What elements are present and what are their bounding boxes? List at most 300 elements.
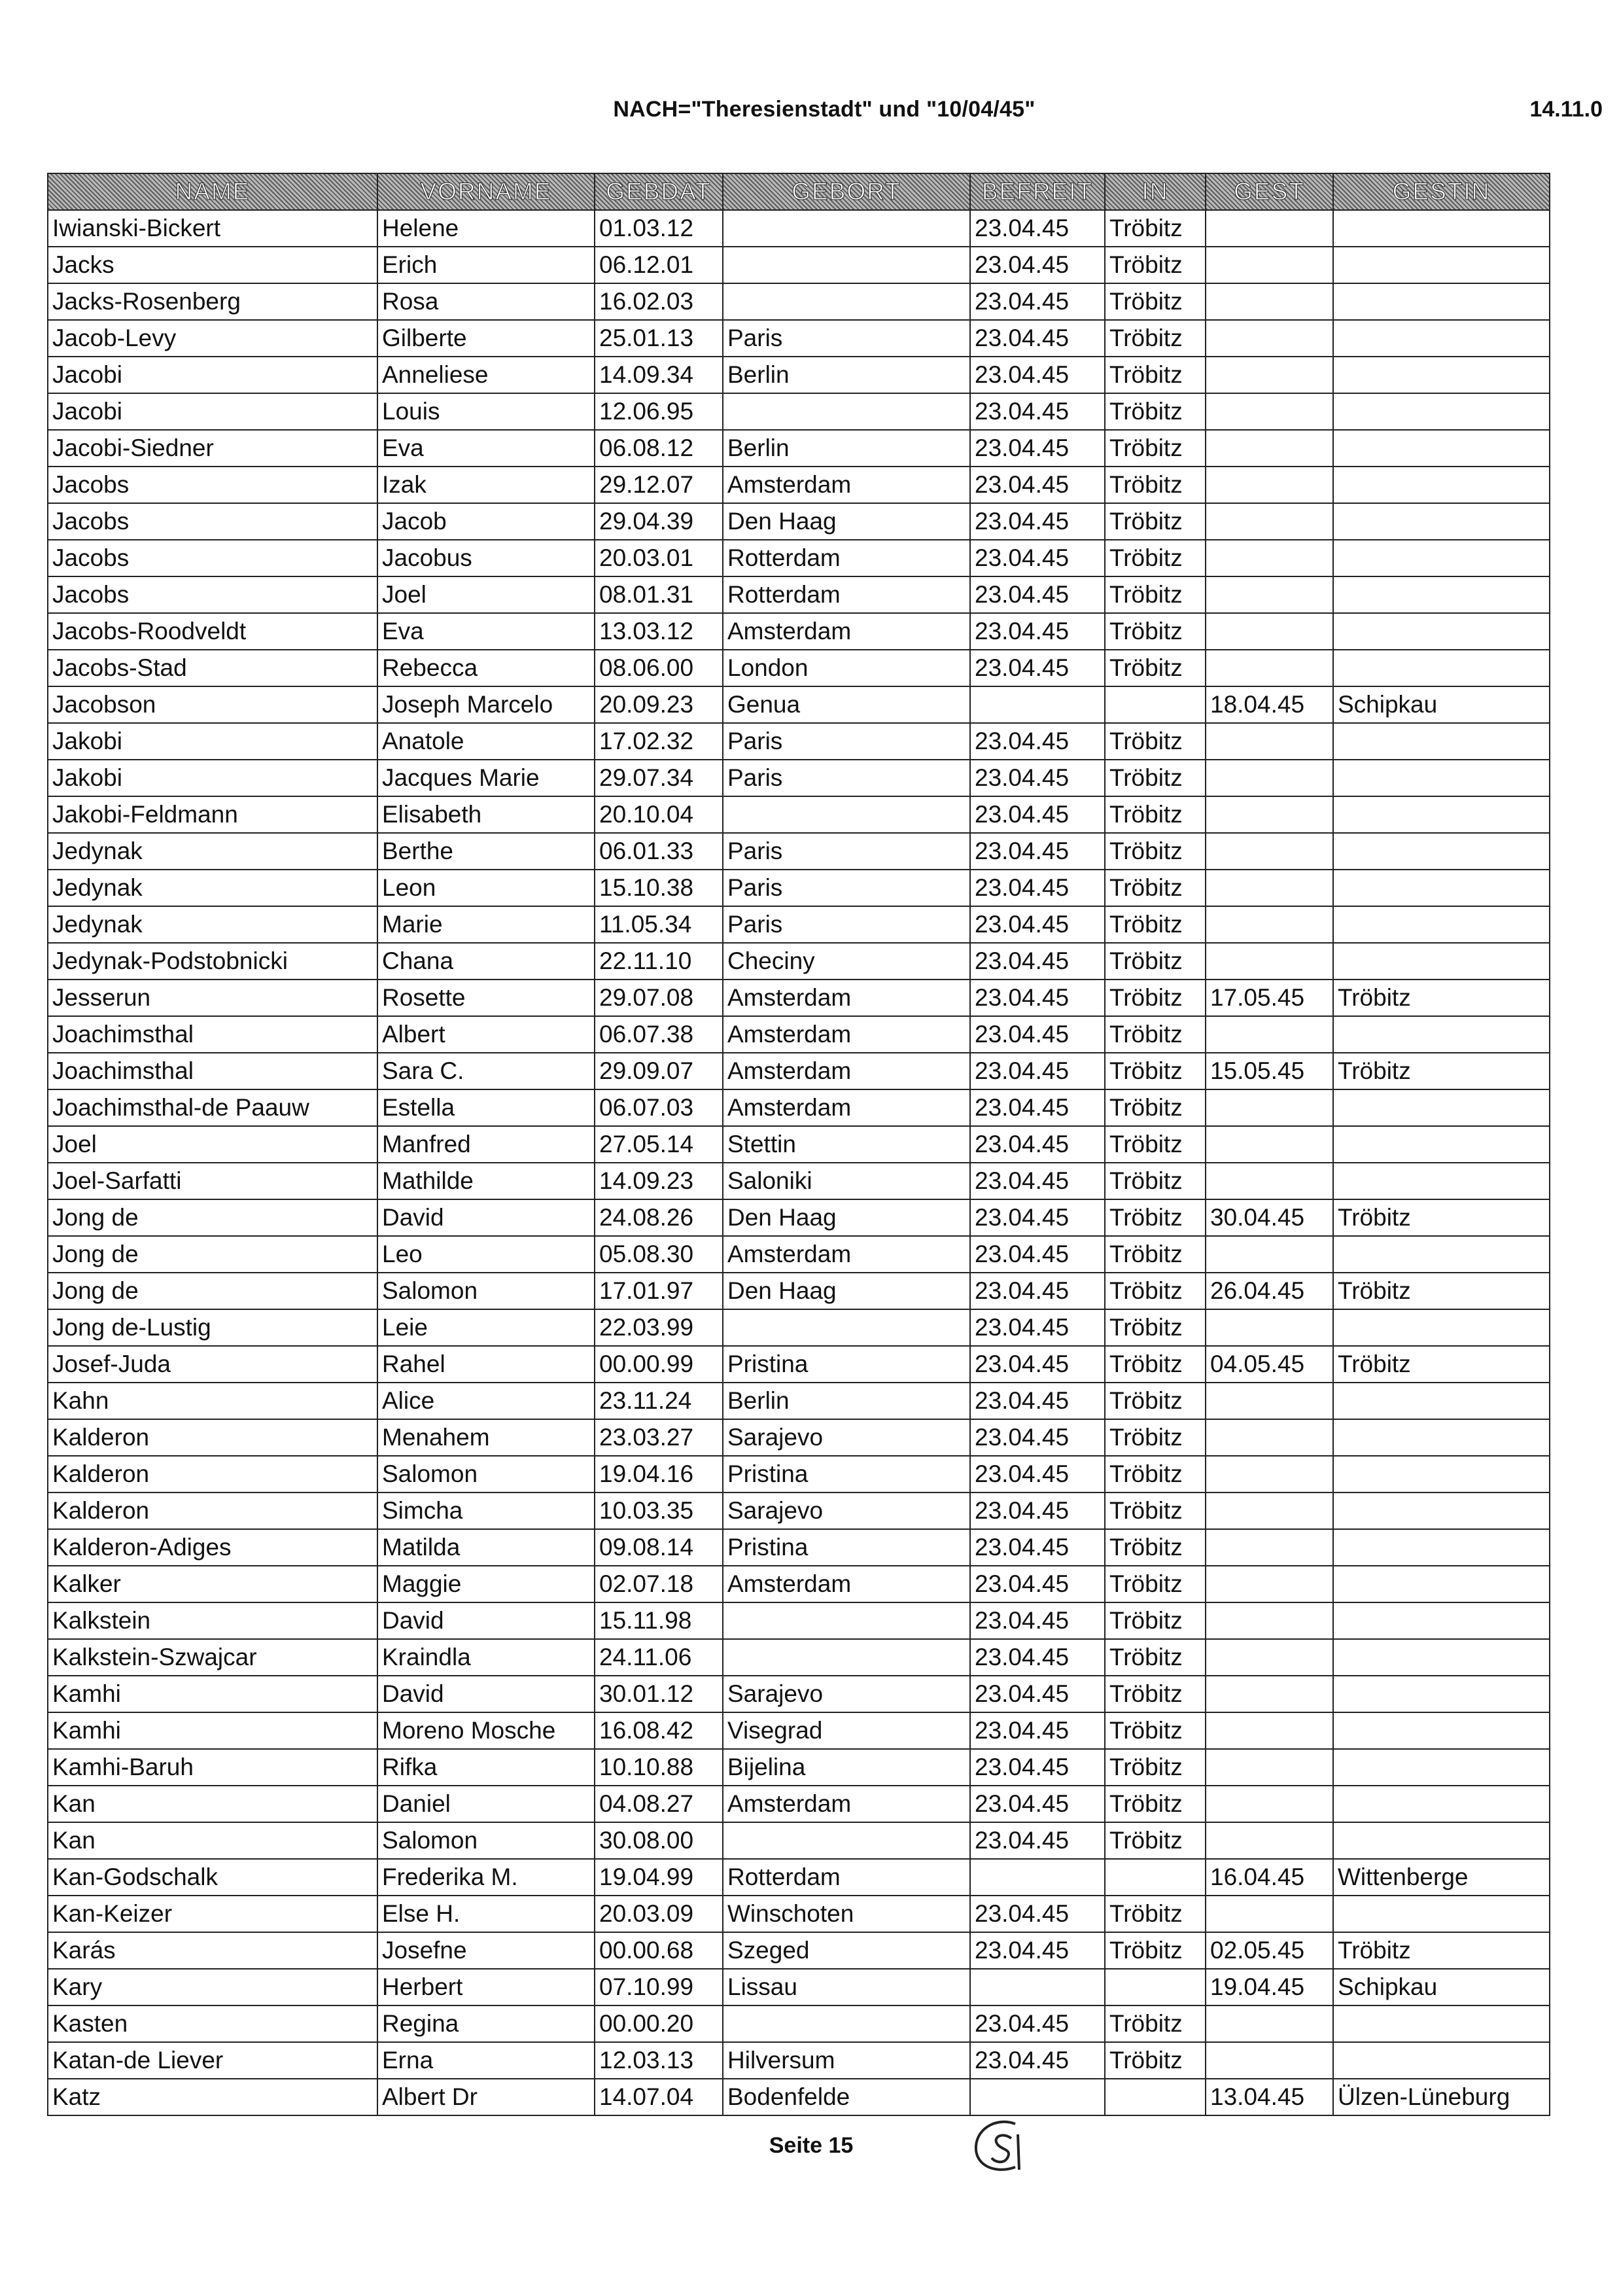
cell-gebdat: 06.07.38: [595, 1016, 723, 1053]
cell-gebort: [723, 210, 970, 247]
cell-in: Tröbitz: [1105, 980, 1206, 1016]
cell-befreit: 23.04.45: [970, 1932, 1105, 1969]
cell-gebort: [723, 393, 970, 430]
cell-gest: [1206, 576, 1333, 613]
cell-name: Kasten: [48, 2005, 377, 2042]
cell-vorname: Louis: [377, 393, 595, 430]
cell-gestin: [1333, 393, 1550, 430]
cell-gebdat: 14.09.23: [595, 1163, 723, 1199]
cell-gebdat: 27.05.14: [595, 1126, 723, 1163]
cell-gebdat: 23.03.27: [595, 1419, 723, 1456]
cell-gest: [1206, 796, 1333, 833]
cell-name: Kan: [48, 1822, 377, 1859]
cell-vorname: Chana: [377, 943, 595, 980]
cell-gebdat: 13.03.12: [595, 613, 723, 650]
cell-befreit: 23.04.45: [970, 1896, 1105, 1932]
cell-befreit: 23.04.45: [970, 283, 1105, 320]
cell-gestin: [1333, 247, 1550, 283]
cell-gest: [1206, 1126, 1333, 1163]
cell-in: Tröbitz: [1105, 1199, 1206, 1236]
cell-gebdat: 04.08.27: [595, 1786, 723, 1822]
cell-gebdat: 05.08.30: [595, 1236, 723, 1273]
table-row: [48, 1492, 1550, 1529]
cell-gebort: Sarajevo: [723, 1492, 970, 1529]
cell-gebdat: 12.03.13: [595, 2042, 723, 2079]
cell-name: Kalker: [48, 1566, 377, 1602]
table-row: [48, 1346, 1550, 1383]
cell-name: Kamhi: [48, 1712, 377, 1749]
cell-vorname: Albert: [377, 1016, 595, 1053]
cell-vorname: Daniel: [377, 1786, 595, 1822]
table-row: [48, 1712, 1550, 1749]
cell-in: Tröbitz: [1105, 1529, 1206, 1566]
table-row: [48, 1016, 1550, 1053]
table-row: [48, 1309, 1550, 1346]
cell-gebort: Genua: [723, 686, 970, 723]
cell-gebdat: 02.07.18: [595, 1566, 723, 1602]
cell-in: Tröbitz: [1105, 393, 1206, 430]
cell-gest: [1206, 1492, 1333, 1529]
cell-gebdat: 08.01.31: [595, 576, 723, 613]
cell-in: Tröbitz: [1105, 870, 1206, 906]
cell-gestin: [1333, 2005, 1550, 2042]
cell-vorname: Josefne: [377, 1932, 595, 1969]
cell-gestin: [1333, 1089, 1550, 1126]
cell-gest: [1206, 1163, 1333, 1199]
cell-name: Jesserun: [48, 980, 377, 1016]
cell-in: Tröbitz: [1105, 357, 1206, 393]
cell-vorname: Gilberte: [377, 320, 595, 357]
cell-gebort: Winschoten: [723, 1896, 970, 1932]
cell-gest: [1206, 1786, 1333, 1822]
cell-vorname: Frederika M.: [377, 1859, 595, 1896]
cell-gestin: [1333, 467, 1550, 503]
cell-gest: [1206, 1712, 1333, 1749]
cell-name: Jakobi: [48, 723, 377, 760]
cell-in: Tröbitz: [1105, 943, 1206, 980]
cell-befreit: 23.04.45: [970, 393, 1105, 430]
cell-gestin: [1333, 210, 1550, 247]
print-date: 14.11.0: [1529, 97, 1603, 122]
cell-vorname: Rebecca: [377, 650, 595, 686]
cell-befreit: 23.04.45: [970, 1639, 1105, 1676]
table-row: [48, 320, 1550, 357]
cell-gestin: [1333, 1456, 1550, 1492]
cell-gebort: Stettin: [723, 1126, 970, 1163]
cell-name: Kalderon: [48, 1419, 377, 1456]
cell-gebort: Visegrad: [723, 1712, 970, 1749]
table-row: [48, 1053, 1550, 1089]
cell-befreit: 23.04.45: [970, 540, 1105, 576]
cell-name: Jacobson: [48, 686, 377, 723]
cell-gebdat: 30.08.00: [595, 1822, 723, 1859]
cell-name: Jedynak: [48, 833, 377, 870]
cell-gestin: [1333, 943, 1550, 980]
cell-gest: [1206, 2005, 1333, 2042]
cell-gebort: Amsterdam: [723, 1786, 970, 1822]
cell-befreit: 23.04.45: [970, 1456, 1105, 1492]
cell-gebort: Amsterdam: [723, 980, 970, 1016]
cell-vorname: Jacques Marie: [377, 760, 595, 796]
cell-gest: [1206, 357, 1333, 393]
cell-vorname: Leo: [377, 1236, 595, 1273]
cell-gest: [1206, 943, 1333, 980]
cell-gebdat: 20.10.04: [595, 796, 723, 833]
table-header-row: [48, 173, 1550, 210]
cell-gestin: [1333, 723, 1550, 760]
cell-name: Katan-de Liever: [48, 2042, 377, 2079]
cell-name: Jong de: [48, 1273, 377, 1309]
cell-name: Katz: [48, 2079, 377, 2115]
cell-in: [1105, 1969, 1206, 2005]
cell-vorname: Albert Dr: [377, 2079, 595, 2115]
cell-befreit: 23.04.45: [970, 1419, 1105, 1456]
cell-vorname: Rahel: [377, 1346, 595, 1383]
cell-gebdat: 16.02.03: [595, 283, 723, 320]
cell-befreit: 23.04.45: [970, 980, 1105, 1016]
cell-befreit: 23.04.45: [970, 1053, 1105, 1089]
cell-name: Joel-Sarfatti: [48, 1163, 377, 1199]
cell-in: Tröbitz: [1105, 1566, 1206, 1602]
cell-name: Joel: [48, 1126, 377, 1163]
cell-befreit: 23.04.45: [970, 1016, 1105, 1053]
cell-gestin: [1333, 1749, 1550, 1786]
cell-vorname: Rifka: [377, 1749, 595, 1786]
cell-gest: [1206, 320, 1333, 357]
cell-gestin: [1333, 1786, 1550, 1822]
cell-in: Tröbitz: [1105, 1822, 1206, 1859]
column-header-in: IN: [1105, 173, 1206, 210]
cell-gestin: [1333, 1419, 1550, 1456]
cell-gebdat: 10.10.88: [595, 1749, 723, 1786]
cell-gebdat: 29.07.34: [595, 760, 723, 796]
cell-in: [1105, 686, 1206, 723]
cell-gebdat: 09.08.14: [595, 1529, 723, 1566]
cell-in: Tröbitz: [1105, 283, 1206, 320]
cell-in: Tröbitz: [1105, 1309, 1206, 1346]
table-row: [48, 760, 1550, 796]
cell-name: Kalkstein: [48, 1602, 377, 1639]
cell-vorname: Izak: [377, 467, 595, 503]
cell-gestin: Tröbitz: [1333, 1273, 1550, 1309]
cell-gestin: Tröbitz: [1333, 1346, 1550, 1383]
cell-gestin: [1333, 283, 1550, 320]
cell-in: Tröbitz: [1105, 1492, 1206, 1529]
cell-name: Josef-Juda: [48, 1346, 377, 1383]
cell-name: Jacobs-Roodveldt: [48, 613, 377, 650]
cell-name: Kalderon: [48, 1456, 377, 1492]
cell-gebort: Paris: [723, 833, 970, 870]
table-row: [48, 430, 1550, 467]
cell-gestin: [1333, 650, 1550, 686]
cell-vorname: David: [377, 1602, 595, 1639]
cell-gebdat: 17.02.32: [595, 723, 723, 760]
cell-gebdat: 14.09.34: [595, 357, 723, 393]
cell-in: Tröbitz: [1105, 540, 1206, 576]
cell-gebdat: 11.05.34: [595, 906, 723, 943]
cell-name: Jacks: [48, 247, 377, 283]
cell-gebort: Szeged: [723, 1932, 970, 1969]
table-row: [48, 1163, 1550, 1199]
cell-gebort: Amsterdam: [723, 613, 970, 650]
table-row: [48, 1932, 1550, 1969]
cell-gebort: Rotterdam: [723, 576, 970, 613]
cell-vorname: Jacobus: [377, 540, 595, 576]
cell-gest: 18.04.45: [1206, 686, 1333, 723]
cell-gest: [1206, 540, 1333, 576]
cell-gebort: [723, 283, 970, 320]
cell-in: Tröbitz: [1105, 430, 1206, 467]
cell-befreit: 23.04.45: [970, 1749, 1105, 1786]
cell-vorname: Rosette: [377, 980, 595, 1016]
table-row: [48, 1639, 1550, 1676]
cell-gebort: Amsterdam: [723, 1089, 970, 1126]
cell-vorname: Joel: [377, 576, 595, 613]
cell-in: Tröbitz: [1105, 906, 1206, 943]
cell-befreit: 23.04.45: [970, 1273, 1105, 1309]
cell-gest: [1206, 1089, 1333, 1126]
cell-gebort: Amsterdam: [723, 1236, 970, 1273]
cell-befreit: 23.04.45: [970, 1712, 1105, 1749]
cell-gebort: Pristina: [723, 1346, 970, 1383]
cell-befreit: 23.04.45: [970, 1676, 1105, 1712]
table-row: [48, 1969, 1550, 2005]
cell-name: Kary: [48, 1969, 377, 2005]
cell-in: Tröbitz: [1105, 1676, 1206, 1712]
cell-gestin: [1333, 1016, 1550, 1053]
cell-name: Jacobs: [48, 503, 377, 540]
cell-in: Tröbitz: [1105, 1602, 1206, 1639]
cell-gestin: [1333, 576, 1550, 613]
cell-befreit: 23.04.45: [970, 1529, 1105, 1566]
cell-gebort: Berlin: [723, 1383, 970, 1419]
cell-gebort: Amsterdam: [723, 1053, 970, 1089]
cell-in: Tröbitz: [1105, 1896, 1206, 1932]
cell-name: Joachimsthal: [48, 1016, 377, 1053]
cell-gestin: [1333, 320, 1550, 357]
cell-gest: 15.05.45: [1206, 1053, 1333, 1089]
cell-gest: 30.04.45: [1206, 1199, 1333, 1236]
table-row: [48, 2005, 1550, 2042]
cell-gest: [1206, 393, 1333, 430]
cell-gebort: [723, 1602, 970, 1639]
cell-gestin: [1333, 1676, 1550, 1712]
cell-gest: [1206, 723, 1333, 760]
table-row: [48, 1236, 1550, 1273]
table-row: [48, 870, 1550, 906]
cell-name: Kan: [48, 1786, 377, 1822]
cell-vorname: Marie: [377, 906, 595, 943]
cell-vorname: Sara C.: [377, 1053, 595, 1089]
cell-name: Jong de-Lustig: [48, 1309, 377, 1346]
cell-gest: [1206, 1529, 1333, 1566]
table-row: [48, 540, 1550, 576]
cell-gestin: Schipkau: [1333, 686, 1550, 723]
cell-gebdat: 20.03.09: [595, 1896, 723, 1932]
table-row: [48, 1126, 1550, 1163]
cell-befreit: [970, 686, 1105, 723]
cell-befreit: 23.04.45: [970, 320, 1105, 357]
cell-gebdat: 29.12.07: [595, 467, 723, 503]
cell-gest: [1206, 1676, 1333, 1712]
cell-gestin: [1333, 1566, 1550, 1602]
cell-gest: [1206, 247, 1333, 283]
cell-befreit: 23.04.45: [970, 1822, 1105, 1859]
cell-befreit: 23.04.45: [970, 760, 1105, 796]
cell-name: Iwianski-Bickert: [48, 210, 377, 247]
cell-gebort: Den Haag: [723, 1199, 970, 1236]
cell-gebort: Berlin: [723, 357, 970, 393]
cell-gebdat: 25.01.13: [595, 320, 723, 357]
column-header-gebdat: GEBDAT: [595, 173, 723, 210]
cell-gebort: Paris: [723, 320, 970, 357]
cell-gebort: Sarajevo: [723, 1419, 970, 1456]
cell-gest: 19.04.45: [1206, 1969, 1333, 2005]
cell-gestin: [1333, 1639, 1550, 1676]
cell-name: Karás: [48, 1932, 377, 1969]
cell-vorname: Leie: [377, 1309, 595, 1346]
cell-vorname: Kraindla: [377, 1639, 595, 1676]
table-row: [48, 1199, 1550, 1236]
cell-gest: [1206, 283, 1333, 320]
cell-vorname: Joseph Marcelo: [377, 686, 595, 723]
cell-in: Tröbitz: [1105, 1932, 1206, 1969]
cell-befreit: 23.04.45: [970, 723, 1105, 760]
cell-gest: [1206, 1419, 1333, 1456]
cell-gestin: [1333, 1712, 1550, 1749]
cell-gebdat: 29.07.08: [595, 980, 723, 1016]
cell-gest: [1206, 1749, 1333, 1786]
table-row: [48, 1786, 1550, 1822]
cell-in: Tröbitz: [1105, 1456, 1206, 1492]
cell-gestin: [1333, 1383, 1550, 1419]
cell-befreit: 23.04.45: [970, 1383, 1105, 1419]
cell-gestin: Tröbitz: [1333, 1199, 1550, 1236]
cell-gestin: Ülzen-Lüneburg: [1333, 2079, 1550, 2115]
table-row: [48, 283, 1550, 320]
cell-gestin: [1333, 1602, 1550, 1639]
cell-vorname: Else H.: [377, 1896, 595, 1932]
cell-gebdat: 17.01.97: [595, 1273, 723, 1309]
cell-in: Tröbitz: [1105, 1346, 1206, 1383]
cell-befreit: 23.04.45: [970, 1089, 1105, 1126]
cell-gestin: Tröbitz: [1333, 980, 1550, 1016]
cell-gebort: Sarajevo: [723, 1676, 970, 1712]
table-row: [48, 1529, 1550, 1566]
cell-befreit: 23.04.45: [970, 1786, 1105, 1822]
cell-gebdat: 07.10.99: [595, 1969, 723, 2005]
cell-vorname: Salomon: [377, 1273, 595, 1309]
cell-gest: [1206, 650, 1333, 686]
cell-name: Kalderon: [48, 1492, 377, 1529]
cell-befreit: 23.04.45: [970, 210, 1105, 247]
cell-name: Jacob-Levy: [48, 320, 377, 357]
table-row: [48, 686, 1550, 723]
cell-in: Tröbitz: [1105, 210, 1206, 247]
table-row: [48, 2079, 1550, 2115]
cell-in: Tröbitz: [1105, 1273, 1206, 1309]
table-row: [48, 1566, 1550, 1602]
cell-in: Tröbitz: [1105, 796, 1206, 833]
cell-name: Kalderon-Adiges: [48, 1529, 377, 1566]
cell-gebort: Bijelina: [723, 1749, 970, 1786]
cell-name: Jacobs: [48, 467, 377, 503]
table-row: [48, 613, 1550, 650]
cell-vorname: Erich: [377, 247, 595, 283]
cell-gebdat: 14.07.04: [595, 2079, 723, 2115]
cell-gestin: [1333, 833, 1550, 870]
cell-gebdat: 19.04.99: [595, 1859, 723, 1896]
cell-vorname: Estella: [377, 1089, 595, 1126]
cell-befreit: 23.04.45: [970, 430, 1105, 467]
table-row: [48, 503, 1550, 540]
cell-name: Kan-Godschalk: [48, 1859, 377, 1896]
cell-vorname: Regina: [377, 2005, 595, 2042]
cell-gestin: Tröbitz: [1333, 1053, 1550, 1089]
cell-vorname: Eva: [377, 613, 595, 650]
cell-in: Tröbitz: [1105, 613, 1206, 650]
cell-in: [1105, 2079, 1206, 2115]
table-row: [48, 1749, 1550, 1786]
register-table: [47, 173, 1550, 2116]
cell-in: Tröbitz: [1105, 1639, 1206, 1676]
cell-gest: [1206, 613, 1333, 650]
cell-gebdat: 23.11.24: [595, 1383, 723, 1419]
cell-vorname: Anneliese: [377, 357, 595, 393]
cell-gebdat: 16.08.42: [595, 1712, 723, 1749]
cell-gestin: [1333, 870, 1550, 906]
page-number: Seite 15: [769, 2133, 854, 2158]
cell-vorname: Rosa: [377, 283, 595, 320]
cell-vorname: Mathilde: [377, 1163, 595, 1199]
cell-gebdat: 19.04.16: [595, 1456, 723, 1492]
cell-in: Tröbitz: [1105, 1786, 1206, 1822]
cell-vorname: Moreno Mosche: [377, 1712, 595, 1749]
cell-gebort: Paris: [723, 760, 970, 796]
cell-in: Tröbitz: [1105, 1749, 1206, 1786]
cell-gebort: [723, 796, 970, 833]
cell-gebort: London: [723, 650, 970, 686]
handwritten-stamp-icon: [969, 2112, 1041, 2178]
cell-gebort: Rotterdam: [723, 1859, 970, 1896]
cell-gestin: [1333, 357, 1550, 393]
cell-name: Jacks-Rosenberg: [48, 283, 377, 320]
table-row: [48, 1273, 1550, 1309]
cell-gest: [1206, 906, 1333, 943]
cell-name: Kan-Keizer: [48, 1896, 377, 1932]
cell-name: Kahn: [48, 1383, 377, 1419]
column-header-gest: GEST: [1206, 173, 1333, 210]
cell-in: Tröbitz: [1105, 503, 1206, 540]
cell-vorname: Jacob: [377, 503, 595, 540]
cell-gestin: [1333, 2042, 1550, 2079]
cell-in: Tröbitz: [1105, 1419, 1206, 1456]
column-header-vorname: VORNAME: [377, 173, 595, 210]
cell-gebort: Bodenfelde: [723, 2079, 970, 2115]
cell-name: Jacobs-Stad: [48, 650, 377, 686]
cell-in: Tröbitz: [1105, 650, 1206, 686]
cell-vorname: Berthe: [377, 833, 595, 870]
cell-gest: [1206, 467, 1333, 503]
cell-gestin: [1333, 503, 1550, 540]
cell-gebdat: 29.09.07: [595, 1053, 723, 1089]
cell-vorname: David: [377, 1199, 595, 1236]
cell-in: Tröbitz: [1105, 1383, 1206, 1419]
cell-befreit: 23.04.45: [970, 906, 1105, 943]
table-row: [48, 796, 1550, 833]
cell-vorname: Herbert: [377, 1969, 595, 2005]
cell-in: Tröbitz: [1105, 833, 1206, 870]
